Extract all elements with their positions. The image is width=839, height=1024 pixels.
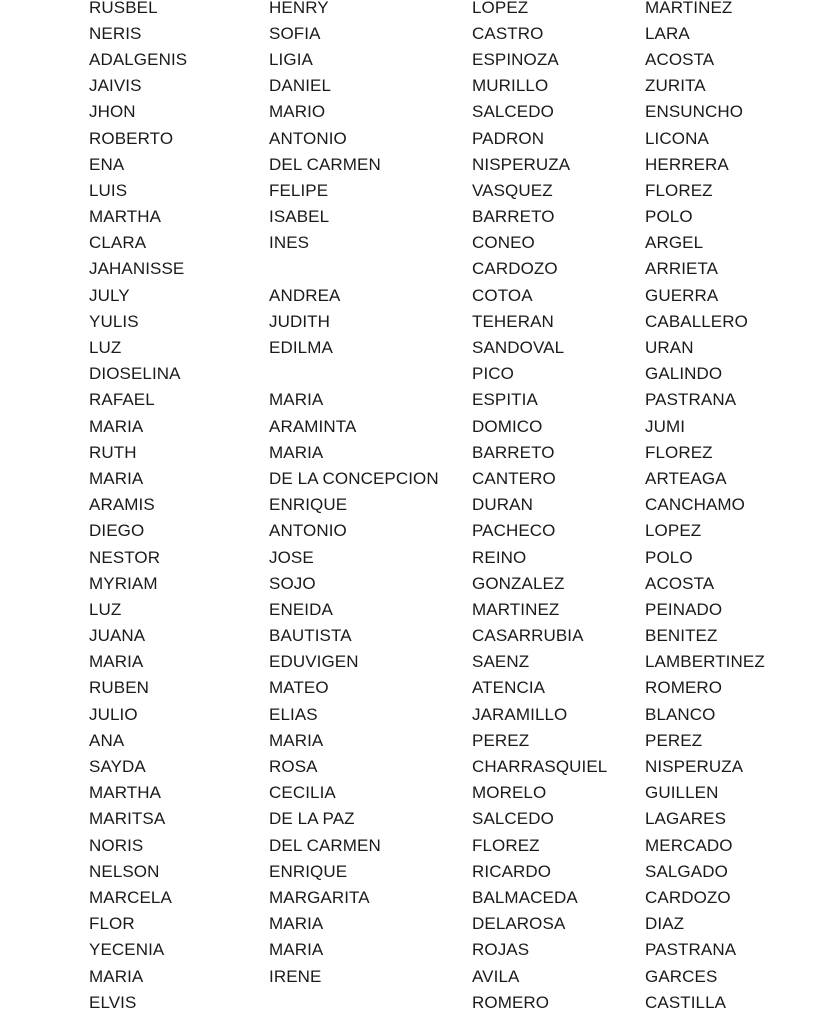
second-surname-cell: ARTEAGA [645,468,727,488]
second-surname-cell: HERRERA [645,154,729,174]
first-name-cell: JAIVIS [89,76,142,96]
first-surname-cell: DURAN [472,495,533,515]
table-row [89,334,829,360]
first-name-cell: CLARA [89,233,147,253]
first-surname-cell: REINO [472,547,527,567]
table-row [89,858,829,884]
second-surname-cell: ACOSTA [645,49,715,69]
first-name-cell: JULY [89,285,130,305]
first-name-cell: NESTOR [89,547,161,567]
first-name-cell: LUZ [89,599,122,619]
first-name-cell: RUBEN [89,678,150,698]
first-surname-cell: MORELO [472,783,547,803]
first-surname-cell: SANDOVAL [472,338,565,358]
second-surname-cell: URAN [645,338,694,358]
second-name-cell: MARIO [269,102,326,122]
second-name-cell: IRENE [269,966,322,986]
second-surname-cell: CASTILLA [645,992,727,1012]
second-name-cell: JUDITH [269,311,331,331]
table-row [89,20,829,46]
first-name-cell: ELVIS [89,992,137,1012]
second-surname-cell: ROMERO [645,678,723,698]
first-surname-cell: VASQUEZ [472,180,553,200]
second-name-cell: DE LA PAZ [269,809,355,829]
second-surname-cell: ENSUNCHO [645,102,744,122]
second-name-cell: LIGIA [269,49,313,69]
second-name-cell: SOJO [269,573,316,593]
first-surname-cell: PICO [472,364,514,384]
second-surname-cell: PASTRANA [645,390,737,410]
second-name-cell: DEL CARMEN [269,835,381,855]
table-row [89,780,829,806]
table-row [89,623,829,649]
first-name-cell: MYRIAM [89,573,158,593]
first-name-cell: ARAMIS [89,495,155,515]
second-surname-cell: GARCES [645,966,718,986]
first-surname-cell: ESPITIA [472,390,538,410]
first-surname-cell: FLOREZ [472,835,540,855]
second-name-cell: SOFIA [269,23,321,43]
first-surname-cell: DELAROSA [472,914,566,934]
first-surname-cell: CASARRUBIA [472,626,584,646]
second-name-cell: ANTONIO [269,521,347,541]
first-name-cell: DIOSELINA [89,364,181,384]
first-name-cell: DIEGO [89,521,145,541]
first-name-cell: JUANA [89,626,146,646]
first-surname-cell: BALMACEDA [472,887,578,907]
second-name-cell: MARGARITA [269,887,370,907]
second-name-cell: MARIA [269,914,324,934]
first-surname-cell: DOMICO [472,416,543,436]
first-name-cell: ENA [89,154,125,174]
second-surname-cell: CABALLERO [645,311,748,331]
table-row [89,544,829,570]
first-surname-cell: SALCEDO [472,102,554,122]
second-name-cell: INES [269,233,310,253]
table-row [89,361,829,387]
table-row [89,727,829,753]
table-row [89,230,829,256]
second-name-cell: ARAMINTA [269,416,357,436]
second-name-cell: CECILIA [269,783,336,803]
second-surname-cell: ZURITA [645,76,706,96]
names-table [89,0,829,1015]
first-surname-cell: MURILLO [472,76,549,96]
second-surname-cell: FLOREZ [645,442,713,462]
first-surname-cell: SAENZ [472,652,530,672]
first-surname-cell: ESPINOZA [472,49,559,69]
second-name-cell: EDUVIGEN [269,652,359,672]
second-name-cell: BAUTISTA [269,626,352,646]
table-row [89,492,829,518]
second-name-cell: JOSE [269,547,314,567]
first-name-cell: MARCELA [89,887,172,907]
second-surname-cell: FLOREZ [645,180,713,200]
first-surname-cell: CANTERO [472,468,556,488]
second-name-cell: DEL CARMEN [269,154,381,174]
first-name-cell: MARIA [89,652,144,672]
second-surname-cell: GALINDO [645,364,723,384]
table-row [89,911,829,937]
first-name-cell: JAHANISSE [89,259,185,279]
first-surname-cell: MARTINEZ [472,599,560,619]
first-surname-cell: PADRON [472,128,545,148]
first-name-cell: RUSBEL [89,0,158,17]
second-surname-cell: POLO [645,547,693,567]
first-surname-cell: RICARDO [472,861,552,881]
second-name-cell: MARIA [269,390,324,410]
first-surname-cell: PACHECO [472,521,556,541]
first-surname-cell: ATENCIA [472,678,546,698]
first-surname-cell: GONZALEZ [472,573,565,593]
second-name-cell: ENRIQUE [269,495,348,515]
second-surname-cell: GUERRA [645,285,719,305]
second-name-cell: ROSA [269,757,318,777]
table-row [89,125,829,151]
table-row [89,701,829,727]
first-name-cell: JHON [89,102,136,122]
table-row [89,439,829,465]
first-surname-cell: TEHERAN [472,311,554,331]
first-name-cell: YECENIA [89,940,165,960]
table-row [89,177,829,203]
second-surname-cell: DIAZ [645,914,685,934]
table-row [89,99,829,125]
second-surname-cell: LAGARES [645,809,727,829]
second-name-cell: ISABEL [269,207,330,227]
first-name-cell: MARIA [89,416,144,436]
second-surname-cell: LOPEZ [645,521,702,541]
first-name-cell: ADALGENIS [89,49,188,69]
first-name-cell: ANA [89,730,125,750]
first-name-cell: NERIS [89,23,142,43]
first-surname-cell: NISPERUZA [472,154,571,174]
first-surname-cell: LOPEZ [472,0,529,17]
table-row [89,963,829,989]
first-name-cell: LUIS [89,180,128,200]
first-surname-cell: AVILA [472,966,520,986]
second-surname-cell: CANCHAMO [645,495,745,515]
second-name-cell: DANIEL [269,76,332,96]
second-name-cell: ANTONIO [269,128,347,148]
second-name-cell: HENRY [269,0,329,17]
first-surname-cell: BARRETO [472,207,555,227]
second-surname-cell: GUILLEN [645,783,719,803]
second-name-cell: ELIAS [269,704,318,724]
table-row [89,204,829,230]
second-surname-cell: ACOSTA [645,573,715,593]
first-name-cell: MARTHA [89,783,162,803]
second-surname-cell: ARRIETA [645,259,719,279]
second-surname-cell: ARGEL [645,233,704,253]
first-surname-cell: SALCEDO [472,809,554,829]
second-name-cell: DE LA CONCEPCION [269,468,439,488]
first-surname-cell: ROMERO [472,992,550,1012]
second-surname-cell: POLO [645,207,693,227]
first-surname-cell: CONEO [472,233,535,253]
table-row [89,570,829,596]
table-row [89,282,829,308]
second-surname-cell: LAMBERTINEZ [645,652,765,672]
table-row [89,413,829,439]
table-row [89,649,829,675]
second-surname-cell: CARDOZO [645,887,731,907]
first-name-cell: RAFAEL [89,390,155,410]
table-row [89,518,829,544]
first-name-cell: MARIA [89,966,144,986]
first-name-cell: NELSON [89,861,160,881]
second-name-cell: ENRIQUE [269,861,348,881]
second-surname-cell: JUMI [645,416,686,436]
first-surname-cell: CHARRASQUIEL [472,757,608,777]
table-row [89,596,829,622]
first-name-cell: MARTHA [89,207,162,227]
first-name-cell: LUZ [89,338,122,358]
second-surname-cell: PEREZ [645,730,703,750]
table-row [89,753,829,779]
first-surname-cell: BARRETO [472,442,555,462]
second-name-cell: MARIA [269,730,324,750]
first-name-cell: JULIO [89,704,138,724]
first-surname-cell: PEREZ [472,730,530,750]
second-surname-cell: LICONA [645,128,709,148]
second-surname-cell: MERCADO [645,835,733,855]
second-name-cell: EDILMA [269,338,333,358]
table-row [89,151,829,177]
first-surname-cell: CARDOZO [472,259,558,279]
second-name-cell: MATEO [269,678,329,698]
table-row [89,73,829,99]
second-surname-cell: NISPERUZA [645,757,744,777]
table-row [89,989,829,1015]
second-name-cell: MARIA [269,940,324,960]
first-name-cell: ROBERTO [89,128,174,148]
first-surname-cell: COTOA [472,285,533,305]
table-row [89,308,829,334]
table-row [89,937,829,963]
table-row [89,675,829,701]
first-surname-cell: JARAMILLO [472,704,568,724]
first-name-cell: SAYDA [89,757,146,777]
second-name-cell: ANDREA [269,285,341,305]
first-surname-cell: ROJAS [472,940,530,960]
first-name-cell: YULIS [89,311,139,331]
table-row [89,832,829,858]
first-name-cell: RUTH [89,442,137,462]
second-surname-cell: BENITEZ [645,626,718,646]
first-name-cell: MARIA [89,468,144,488]
second-name-cell: FELIPE [269,180,329,200]
table-row [89,387,829,413]
second-name-cell: MARIA [269,442,324,462]
table-row [89,806,829,832]
table-row [89,465,829,491]
table-row [89,46,829,72]
second-surname-cell: LARA [645,23,690,43]
second-surname-cell: MARTINEZ [645,0,733,17]
first-name-cell: FLOR [89,914,135,934]
second-surname-cell: PEINADO [645,599,723,619]
table-row [89,884,829,910]
second-surname-cell: PASTRANA [645,940,737,960]
table-row [89,256,829,282]
first-name-cell: MARITSA [89,809,166,829]
second-surname-cell: BLANCO [645,704,716,724]
first-name-cell: NORIS [89,835,144,855]
first-surname-cell: CASTRO [472,23,544,43]
second-name-cell: ENEIDA [269,599,333,619]
table-row [89,0,829,20]
second-surname-cell: SALGADO [645,861,728,881]
